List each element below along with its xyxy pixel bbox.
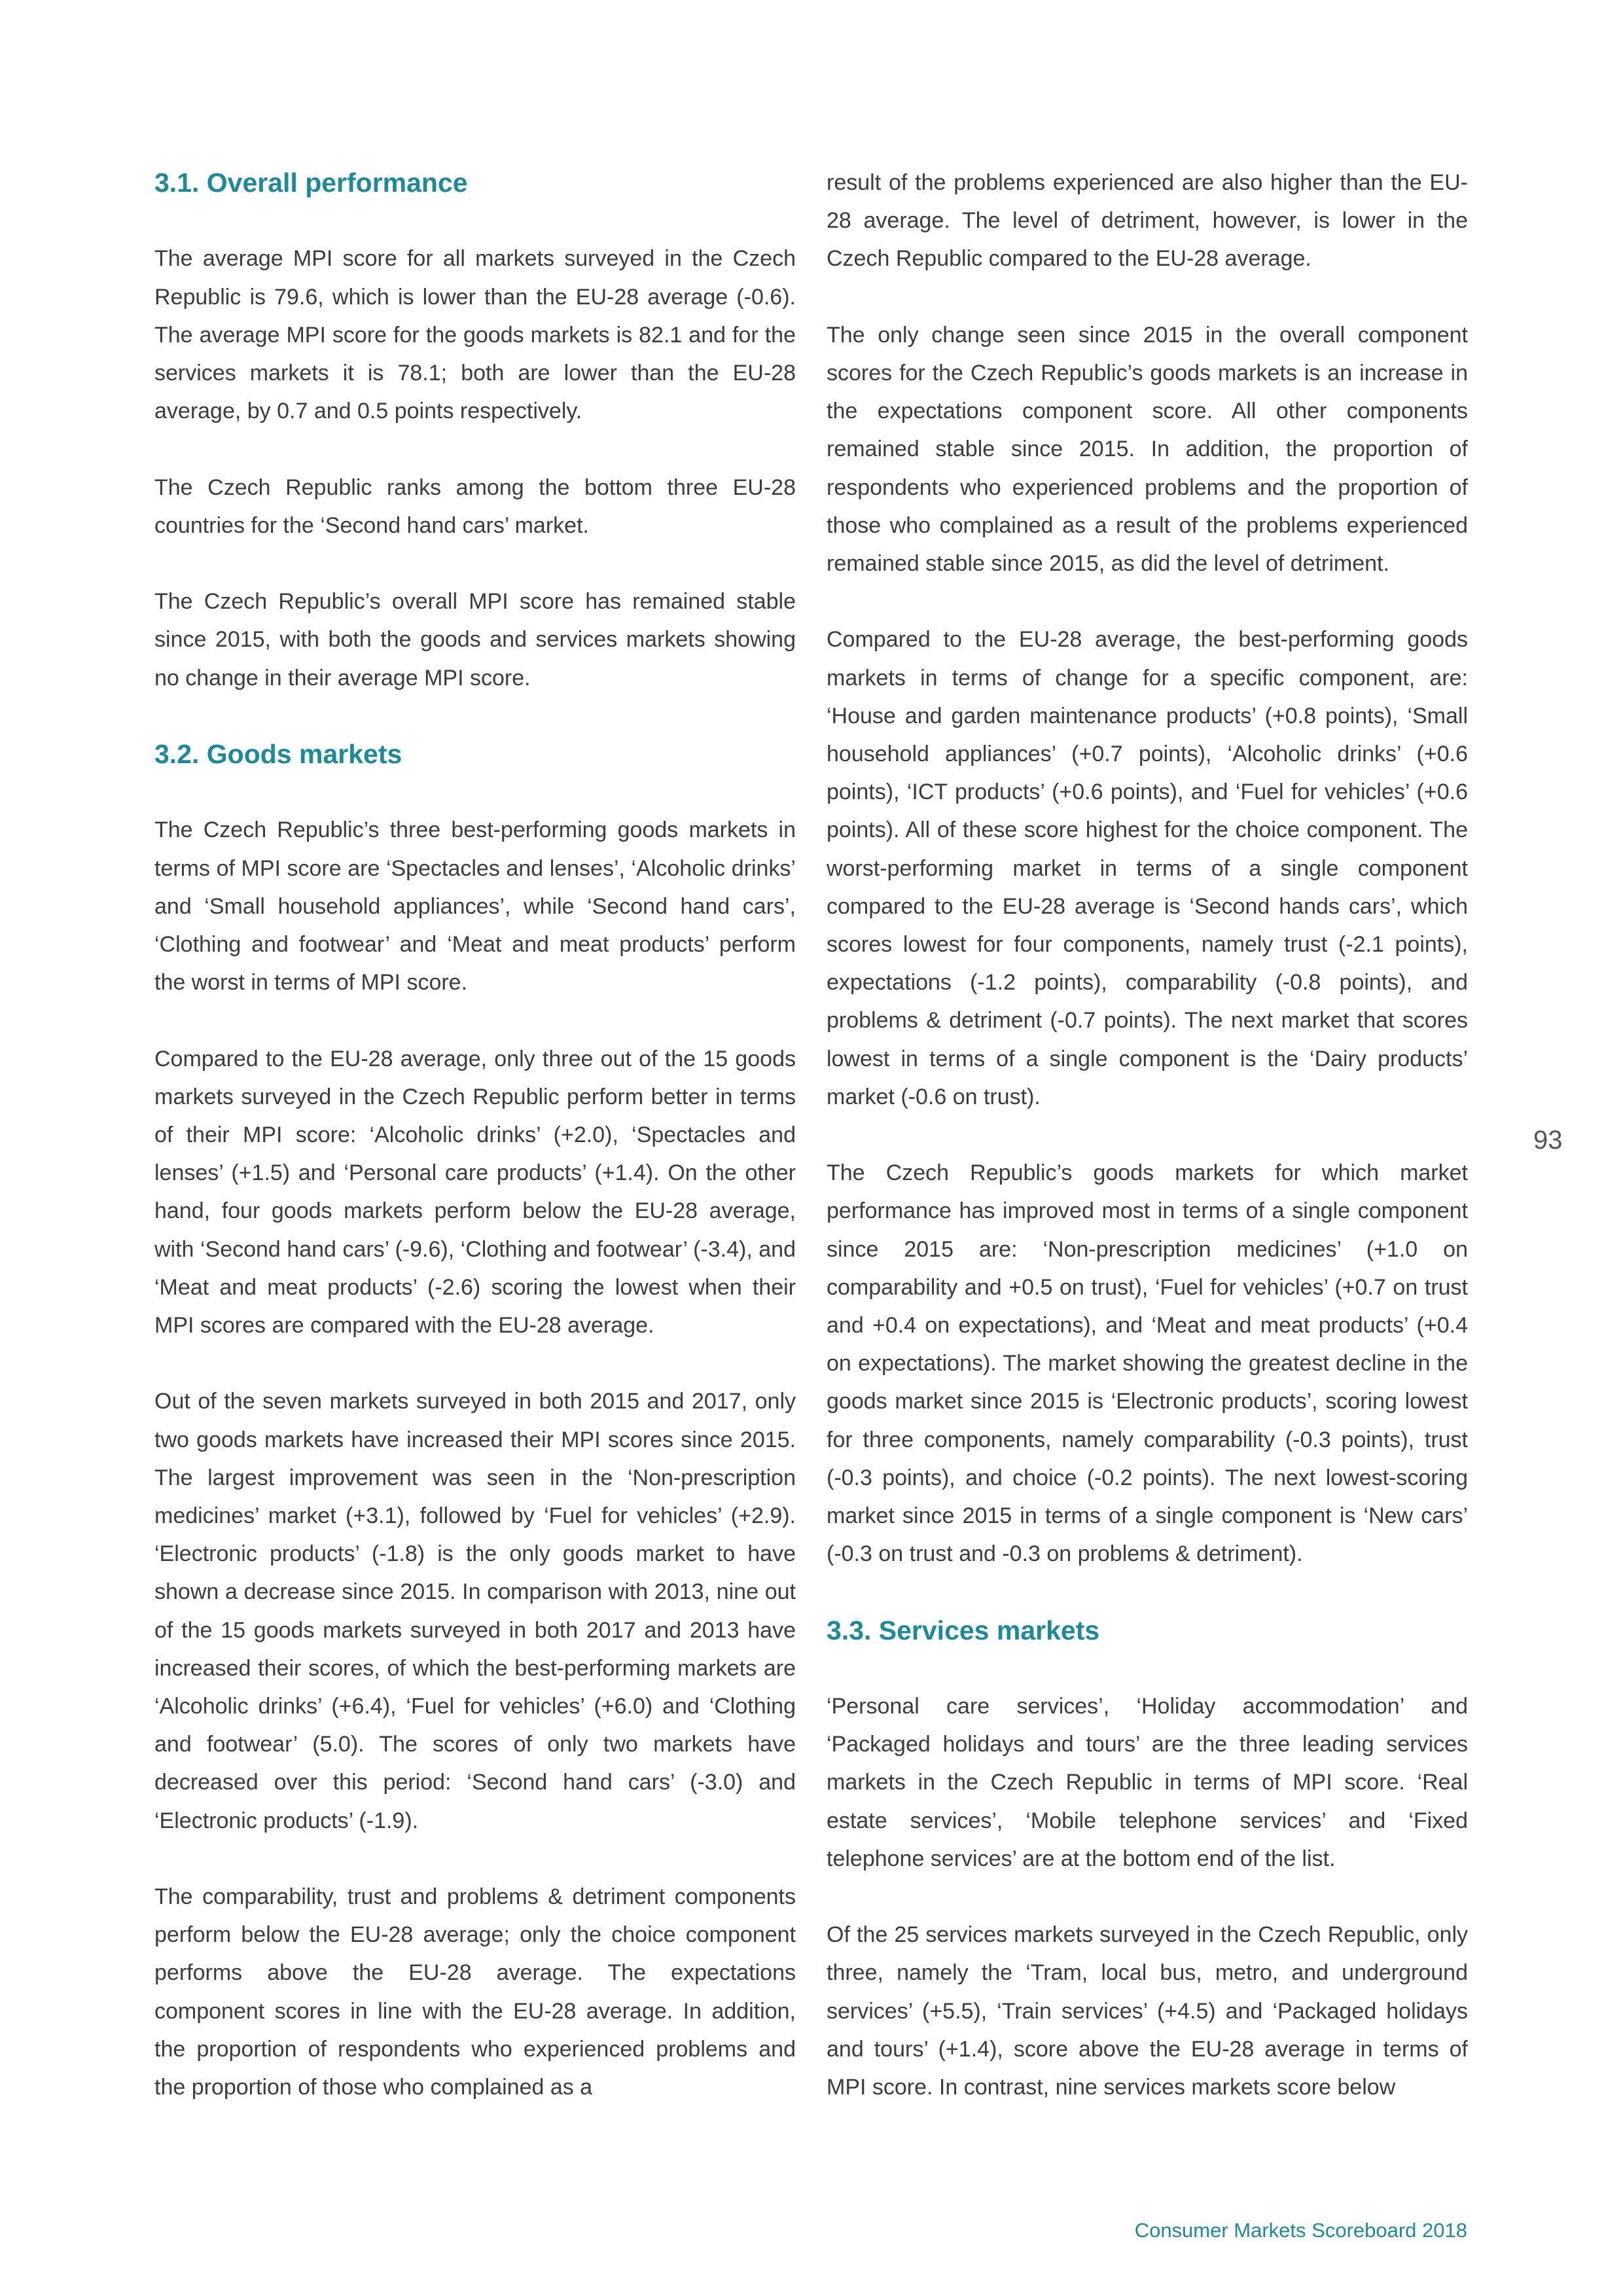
paragraph: Compared to the EU-28 average, the best-performing goods markets in terms of change for a specific component, are: ‘House and garden maintenance products’ (+0.8 points), ‘Small household appliances’ (+0.7 points), ‘Alcoholic drinks’ (+0.6 points), ‘ICT products’ (+0.6 points), and ‘Fuel for vehicles’ (+0.6 points). All of these score highest for the choice component. The worst-performing market in terms of a single component compared to the EU-28 average is ‘Second hands cars’, which scores lowest for four components, namely trust (-2.1 points), expectations (-1.2 points), comparability (-0.8 points), and problems & detriment (-0.7 points). The next market that scores lowest in terms of a single component is the ‘Dairy products’ market (-0.6 on trust). [827,627,1468,1109]
paragraph: result of the problems experienced are also higher than the EU-28 average. The level of detriment, however, is lower in the Czech Republic compared to the EU-28 average. [827,170,1468,272]
footer-publication-title: Consumer Markets Scoreboard 2018 [1134,2219,1467,2242]
section-heading-overall-performance: 3.1. Overall performance [154,168,468,198]
paragraph: Of the 25 services markets surveyed in the Czech Republic, only three, namely the ‘Tram, local bus, metro, and underground services’ (+5.5), ‘Train services’ (+4.5) and ‘Packaged holidays and tours’ (+1.4), score above the EU-28 average in terms of MPI score. In contrast, nine services markets score below [827,1922,1468,2100]
paragraph: The only change seen since 2015 in the overall component scores for the Czech Republic’s goods markets is an increase in the expectations component score. All other components remained stable since 2015. In addition, the proportion of respondents who experienced problems and the proportion of those who complained as a result of the problems experienced remained stable since 2015, as did the level of detriment. [827,322,1468,577]
paragraph: The Czech Republic’s overall MPI score has remained stable since 2015, with both the goods and services markets showing no change in their average MPI score. [154,589,796,691]
paragraph: The average MPI score for all markets surveyed in the Czech Republic is 79.6, which is lower than the EU-28 average (-0.6). The average MPI score for the goods markets is 82.1 and for the services markets it is 78.1; both are lower than the EU-28 average, by 0.7 and 0.5 points respectively. [154,246,796,424]
section-heading-services-markets: 3.3. Services markets [827,1615,1100,1645]
left-column [154,164,796,2106]
paragraph: The comparability, trust and problems & detriment components perform below the EU-28 average; only the choice component performs above the EU-28 average. The expectations component scores in line with the EU-28 average. In addition, the proportion of respondents who experienced problems and the proportion of those who complained as a [154,1884,796,2100]
paragraph: The Czech Republic ranks among the bottom three EU-28 countries for the ‘Second hand cars’ market. [154,475,796,538]
page-number: 93 [1533,1126,1563,1155]
right-column [827,164,1468,2106]
paragraph: Compared to the EU-28 average, only three out of the 15 goods markets surveyed in the Czech Republic perform better in terms of their MPI score: ‘Alcoholic drinks’ (+2.0), ‘Spectacles and lenses’ (+1.5) and ‘Personal care products’ (+1.4). On the other hand, four goods markets perform below the EU-28 average, with ‘Second hand cars’ (-9.6), ‘Clothing and footwear’ (-3.4), and ‘Meat and meat products’ (-2.6) scoring the lowest when their MPI scores are compared with the EU-28 average. [154,1046,796,1338]
paragraph: The Czech Republic’s goods markets for which market performance has improved most in terms of a single component since 2015 are: ‘Non-prescription medicines’ (+1.0 on comparability and +0.5 on trust), ‘Fuel for vehicles’ (+0.7 on trust and +0.4 on expectations), and ‘Meat and meat products’ (+0.4 on expectations). The market showing the greatest decline in the goods market since 2015 is ‘Electronic products’, scoring lowest for three components, namely comparability (-0.3 points), trust (-0.3 points), and choice (-0.2 points). The next lowest-scoring market since 2015 in terms of a single component is ‘New cars’ (-0.3 on trust and -0.3 on problems & detriment). [827,1160,1468,1567]
paragraph: ‘Personal care services’, ‘Holiday accommodation’ and ‘Packaged holidays and tours’ are the three leading services markets in the Czech Republic in terms of MPI score. ‘Real estate services’, ‘Mobile telephone services’ and ‘Fixed telephone services’ are at the bottom end of the list. [827,1694,1468,1871]
section-heading-goods-markets: 3.2. Goods markets [154,738,402,769]
paragraph: Out of the seven markets surveyed in both 2015 and 2017, only two goods markets have increased their MPI scores since 2015. The largest improvement was seen in the ‘Non-prescription medicines’ market (+3.1), followed by ‘Fuel for vehicles’ (+2.9). ‘Electronic products’ (-1.8) is the only goods market to have shown a decrease since 2015. In comparison with 2013, nine out of the 15 goods markets surveyed in both 2017 and 2013 have increased their scores, of which the best-performing markets are ‘Alcoholic drinks’ (+6.4), ‘Fuel for vehicles’ (+6.0) and ‘Clothing and footwear’ (5.0). The scores of only two markets have decreased over this period: ‘Second hand cars’ (-3.0) and ‘Electronic products’ (-1.9). [154,1389,796,1833]
paragraph: The Czech Republic’s three best-performing goods markets in terms of MPI score are ‘Spectacles and lenses’, ‘Alcoholic drinks’ and ‘Small household appliances’, while ‘Second hand cars’, ‘Clothing and footwear’ and ‘Meat and meat products’ perform the worst in terms of MPI score. [154,817,796,996]
